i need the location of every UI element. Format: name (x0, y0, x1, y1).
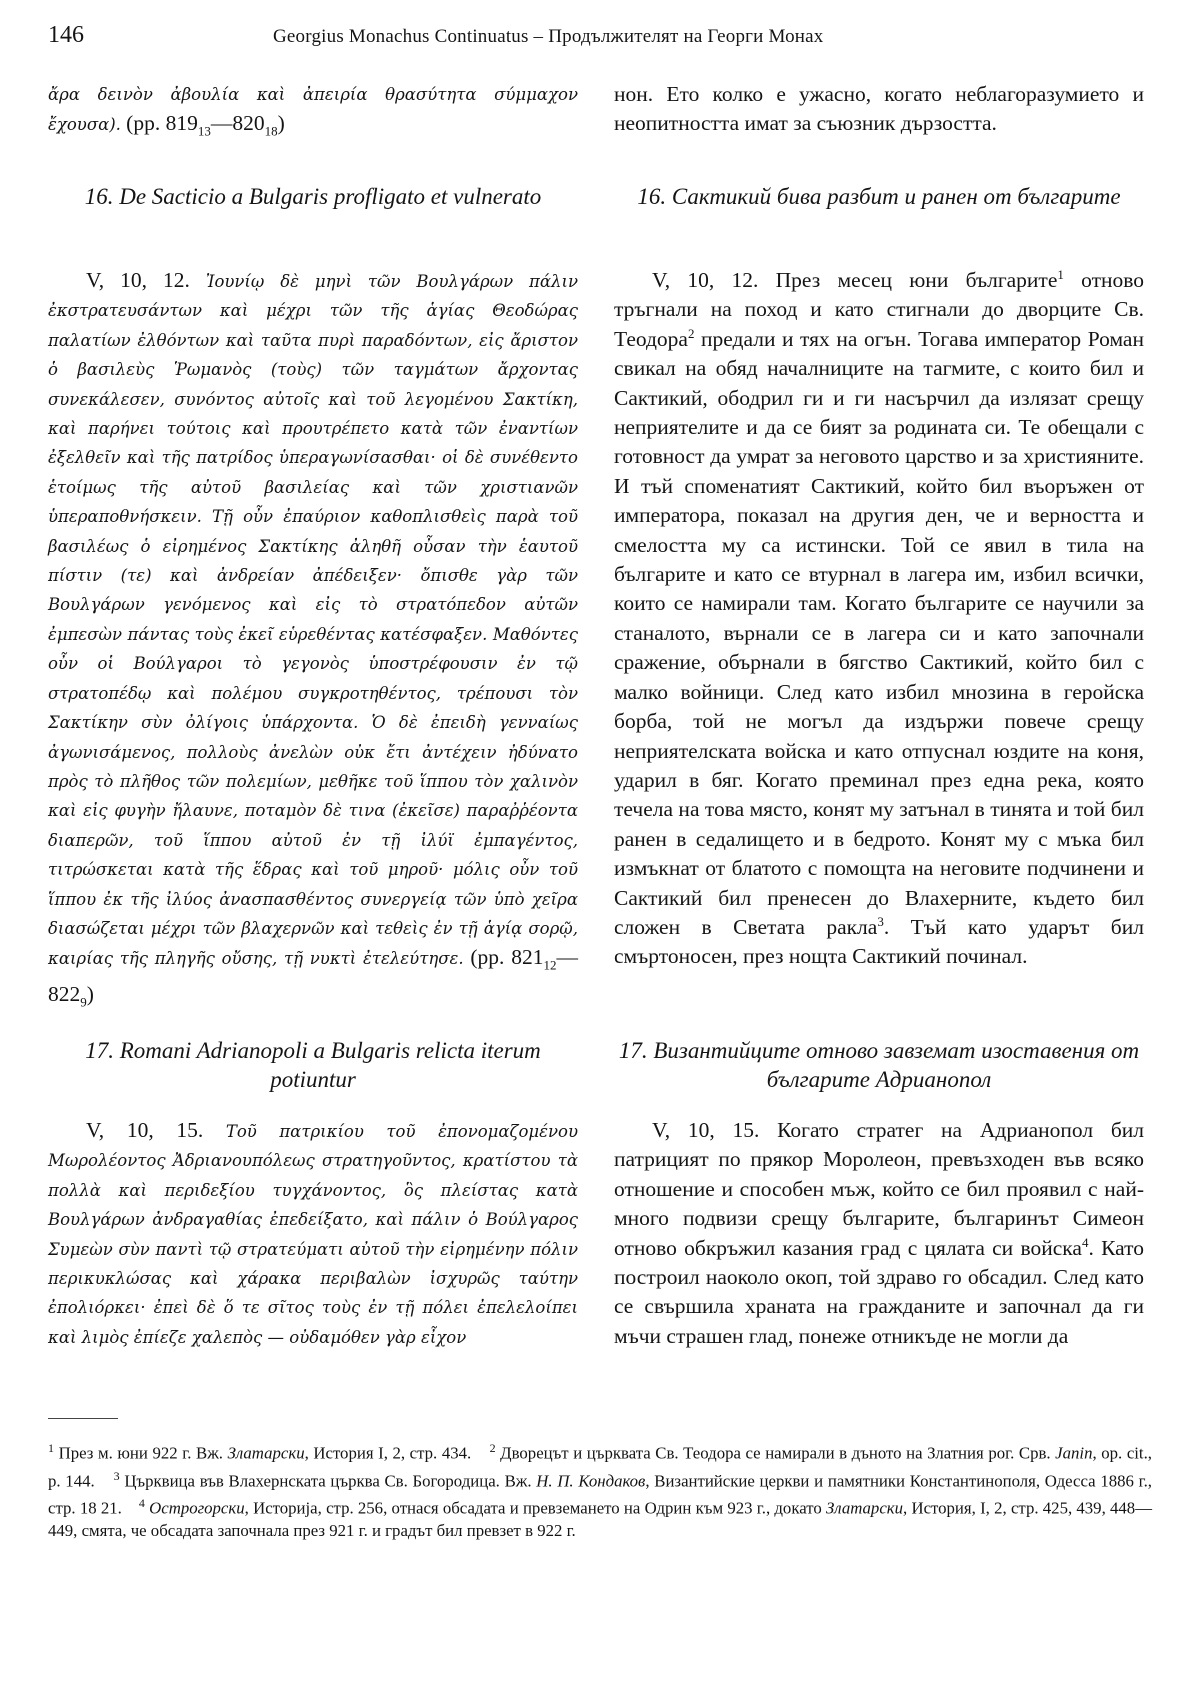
footnote-marker: 4 (1081, 1234, 1089, 1250)
footnote-number: 1 (48, 1441, 54, 1455)
end-page-reference: (pp. $821_{12}—822_9$) (48, 945, 579, 1010)
section-title: 16. De Sacticio a Bulgaris profligato et vulnerato (84, 184, 542, 209)
section-title: 16. Сактикий бива разбит и ранен от българите (637, 184, 1121, 209)
greek-text: Τοῦ πατρικίου τοῦ ἐπονομαζομένου Μωρολέοντος Ἀδριανουπόλεως στρατηγοῦντος, κρατίστου τὰ πολλὰ καὶ περιδεξίου τυγχάνοντος, ὃς πλείστας κατὰ Βουλγάρων ἀνδραγαθίας ἐπεδείξατο, καὶ πάλιν ὁ Βούλγαρος Συμεὼν σὺν παντὶ τῷ στρατεύματι αὐτοῦ τὴν εἰρημένην πόλιν περικυκλώσας καὶ χάρακα περιβαλὼν ἰσχυρῶς ταύτην ἐπολιόρκει· ἐπεὶ δὲ ὅ τε σῖτος τοὺς ἐν τῇ πόλει ἐπελελοίπει καὶ λιμὸς ἐπίεζε χαλεπὸς — οὐδαμόθεν γὰρ εἶχον (48, 1122, 578, 1347)
footnote-marker: 2 (687, 325, 695, 341)
running-header (48, 22, 1152, 62)
section-16-bulgarian (614, 266, 1144, 972)
section-17-greek (48, 1116, 578, 1352)
section-17-bulgarian-heading (614, 1036, 1144, 1094)
top-bulgarian-fragment: нон. Ето колко е ужасно, когато неблагоразумието и неопитността имат за съюзник дързостта. (614, 82, 1144, 136)
section-17-latin-heading (48, 1036, 578, 1094)
footnote-number: 2 (489, 1441, 496, 1455)
section-16-bulgarian-heading (614, 182, 1144, 211)
footnote-number: 4 (138, 1496, 145, 1511)
running-title: Georgius Monachus Continuatus – Продължителят на Георги Монах (273, 26, 824, 47)
section-reference: V, 10, 12. (86, 268, 190, 292)
section-title: 17. Romani Adrianopoli a Bulgaris relicta iterum potiuntur (85, 1038, 541, 1092)
section-16-greek (48, 266, 578, 1017)
left-column-greek (48, 80, 578, 146)
footnote-author: Златарски (227, 1443, 305, 1463)
section-reference: V, 10, 15. (86, 1118, 204, 1142)
footnote-number: 3 (113, 1468, 120, 1483)
footnote-block: $^1$ През м. юни 922 г. Вж. Златарски, История I, 2, стр. 434. $^2$ Дворецът и църквата Св. Теодора се намирали в дъното на Златния рог. Срв. Janin, op. cit., p. 144. $^3$ Църквица във Влахернската църква Св. Богородица. Вж. Н. П. Кондаков, Византийские церкви и памятники Константинополя, Одесса 1886 г., стр. 18 21. $^4$ Острогорски, Историjа, стр. 256, отнася обсадата и превземането на Одрин към 923 г., докато Златарски, История, I, 2, стр. 425, 439, 448—449, смята, че обсадата започнала през 921 г. и градът бил превзет в 922 г. (48, 1441, 1152, 1540)
footnote-marker: 1 (1057, 266, 1064, 282)
footnotes (48, 1437, 1152, 1542)
section-title: 17. Византийците отново завземат изоставения от българите Адрианопол (618, 1038, 1140, 1092)
greek-text: Ἰουνίῳ δὲ μηνὶ τῶν Βουλγάρων πάλιν ἐκστρατευσάντων καὶ μέχρι τῶν τῆς ἁγίας Θεοδώρας παλατίων ἐλθόντων καὶ ταῦτα πυρὶ παραδόντων, εἰς ἄριστον ὁ βασιλεὺς Ῥωμανὸς (τοὺς) τῶν ταγμάτων ἄρχοντας συνεκάλεσεν, συνόντος αὐτοῖς καὶ τοῦ λεγομένου Σακτίκη, καὶ παρήνει τούτοις καὶ προυτρέπετο κατὰ τῶν ἐναντίων ἐξελθεῖν καὶ τῆς πατρίδος ὑπεραγωνίσασθαι· οἱ δὲ συνέθεντο ἑτοίμως τῆς αὐτοῦ βασιλείας καὶ τῶν χριστιανῶν ὑπεραποθνήσκειν. Τῇ οὖν ἐπαύριον καθοπλισθεὶς παρὰ τοῦ βασιλέως ὁ εἰρημένος Σακτίκης ἀληθῆ οὖσαν τὴν ἑαυτοῦ πίστιν (τε) καὶ ἀνδρείαν ἀπέδειξεν· ὄπισθε γὰρ τῶν Βουλγάρων γενόμενος καὶ εἰς τὸ στρατόπεδον αὐτῶν ἐμπεσὼν πάντας τοὺς ἐκεῖ εὑρεθέντας κατέσφαξεν. Μαθόντες οὖν οἱ Βούλγαροι τὸ γεγονὸς ὑποστρέφουσιν ἐν τῷ στρατοπέδῳ καὶ πολέμου συγκροτηθέντος, τρέπουσι τὸν Σακτίκην σὺν ὀλίγοις ὑπάρχοντα. Ὁ δὲ ἐπειδὴ γενναίως ἀγωνισάμενος, πολλοὺς ἀνελὼν οὐκ ἔτι ἀντέχειν ἠδύνατο πρὸς τὸ πλῆθος τῶν πολεμίων, μεθῆκε τοῦ ἵππου τὸν χαλινὸν καὶ εἰς φυγὴν ἤλαυνε, ποταμὸν δὲ τινα (ἐκεῖσε) παραῤῥέοντα διαπερῶν, τοῦ ἵππου αὐτοῦ ἐν τῇ ἰλύϊ ἐμπαγέντος, τιτρώσκεται κατὰ τῆς ἕδρας καὶ τοῦ μηροῦ· μόλις οὖν τοῦ ἵππου ἐκ τῆς ἰλύος ἀνασπασθέντος συνεργείᾳ τῶν ὑπὸ χεῖρα διασώζεται μέχρι τῶν βλαχερνῶν καὶ τεθεὶς ἐν τῇ ἁγίᾳ σορῷ, καιρίας τῆς πληγῆς οὔσης, τῇ νυκτὶ ἐτελεύτησε. (48, 272, 579, 969)
section-16-latin-heading (48, 182, 578, 211)
footnote-author: Janin (1055, 1443, 1093, 1463)
footnote-author: Острогорски (149, 1498, 245, 1518)
section-17-bulgarian (614, 1116, 1144, 1351)
section-17-bulgarian-paragraph: V, 10, 15. Когато стратег на Адрианопол бил патрицият по прякор Моролеон, превъзходен във всяко отношение и способен мъж, който се бил проявил с най-много подвизи срещу българите, българинът Симеон отново обкръжил казания град с цялата си войска$^4$. Като построил наоколо окоп, той здраво го обсадил. След като се свършила храната на гражданите и започнал да ги мъчи страшен глад, понеже отникъде не могли да (614, 1118, 1144, 1348)
page-number: 146 (48, 22, 84, 48)
footnote-author: Н. П. Кондаков (536, 1471, 646, 1491)
top-greek-text: ἄρα δεινὸν ἀβουλία καὶ ἀπειρία θρασύτητα σύμμαχον ἔχουσα). (48, 85, 578, 135)
footnote-author: Златарски (826, 1498, 904, 1518)
right-column-bulgarian (614, 80, 1144, 139)
top-page-reference: (pp. $819_{13}—820_{18}$) (126, 111, 285, 139)
footnote-divider (48, 1418, 118, 1419)
section-17-greek-paragraph (48, 1116, 578, 1352)
footnote-marker: 3 (877, 913, 884, 929)
section-16-greek-paragraph (48, 266, 578, 1017)
section-reference: V, 10, 15. (652, 1118, 760, 1142)
top-greek-fragment (48, 80, 578, 146)
section-16-bulgarian-paragraph: V, 10, 12. През месец юни българите$^1$ отново тръгнали на поход и като стигнали до дворците Св. Теодора$^2$ предали и тях на огън. Тогава император Роман свикал на обяд началниците на тагмите, с които бил и Сактикий, ободрил ги и ги насърчил да излязат срещу неприятелите и да се бият за родината си. Те обещали с готовност да умрат за неговото царство и за християните. И тъй споменатият Сактикий, който бил въоръжен от императора, показал на другия ден, че и верността и смелостта му са истински. Той се явил в тила на българите и като се втурнал в лагера им, избил всички, които се намирали там. Когато българите се научили за станалото, върнали се в лагера си и като започнали сражение, обърнали в бягство Сактикий, който бил с малко войници. След като избил мнозина в геройска борба, той не могъл да издържи повече срещу неприятелската войска и като отпуснал юздите на коня, ударил в бяг. Когато преминал през една река, която течела на това място, конят му затънал в тинята и той бил ранен в седалището и в бедрото. Конят му с мъка бил измъкнат от блатото с помощта на неговите подчинени и Сактикий бил пренесен до Влахерните, където бил сложен в Светата ракла$^3$. Тъй като ударът бил смъртоносен, през нощта Сактикий починал. (614, 266, 1145, 969)
section-reference: V, 10, 12. (652, 268, 759, 292)
